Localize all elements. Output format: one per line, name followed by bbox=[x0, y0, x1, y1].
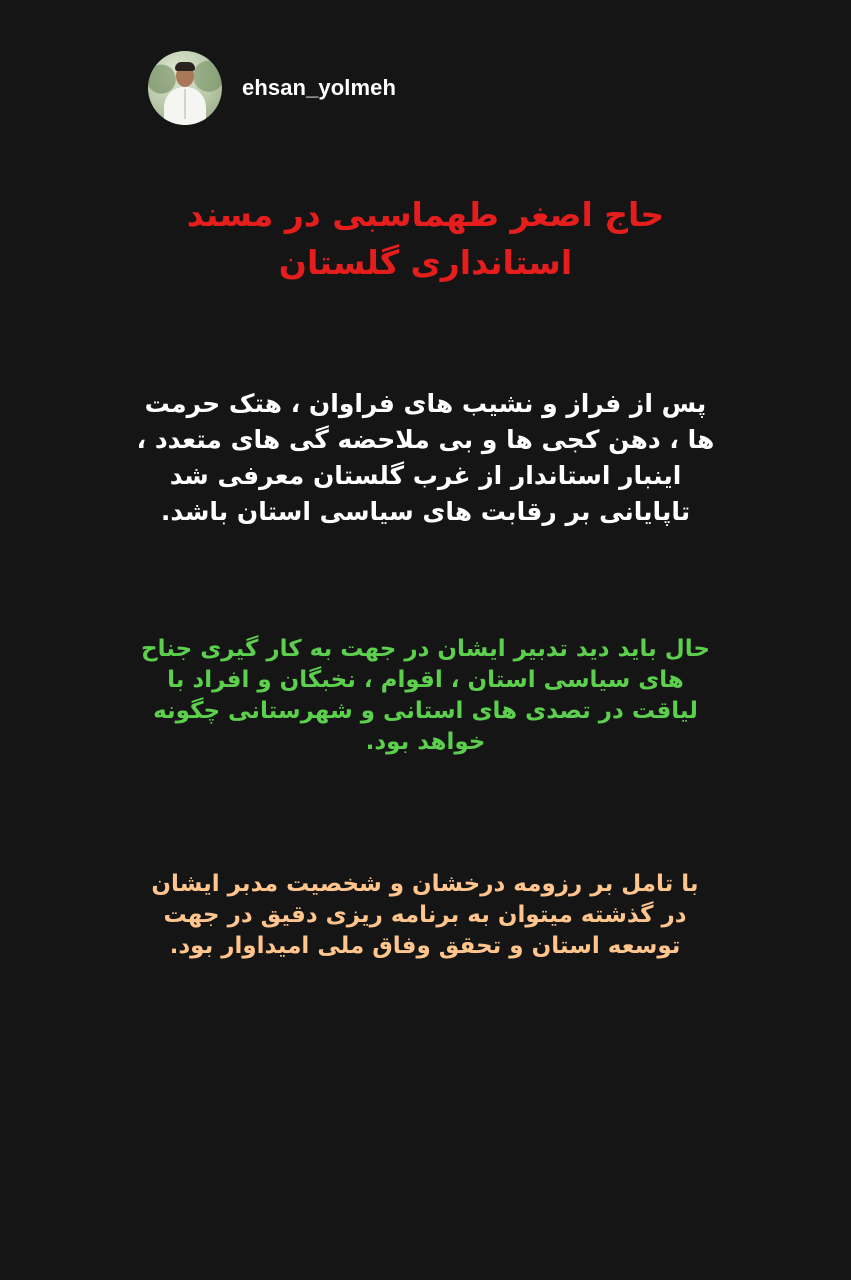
story-paragraph-3: با تامل بر رزومه درخشان و شخصیت مدبر ایشان در گذشته میتوان به برنامه ریزی دقیق در جهت توسعه استان و تحقق وفاق ملی امیداوار بود. bbox=[151, 871, 699, 959]
avatar[interactable] bbox=[148, 51, 222, 125]
story-paragraph-1: پس از فراز و نشیب های فراوان ، هتک حرمت ها ، دهن کجی ها و بی ملاحضه گی های متعدد ، اینبار استاندار از غرب گلستان معرفی شد تاپایانی بر رقابت های سیاسی استان باشد. bbox=[136, 389, 715, 526]
profile-header[interactable] bbox=[148, 50, 396, 126]
avatar-hair bbox=[175, 62, 195, 71]
story-title: حاج اصغر طهماسبی در مسند استانداری گلستان bbox=[186, 195, 665, 282]
story-paragraph-2: حال باید دید تدبیر ایشان در جهت به کار گیری جناح های سیاسی استان ، اقوام ، نخبگان و افراد با لیاقت در تصدی های استانی و شهرستانی چگونه خواهد بود. bbox=[141, 636, 710, 755]
profile-username[interactable]: ehsan_yolmeh bbox=[242, 75, 397, 100]
avatar-shirt-fold bbox=[184, 89, 186, 119]
